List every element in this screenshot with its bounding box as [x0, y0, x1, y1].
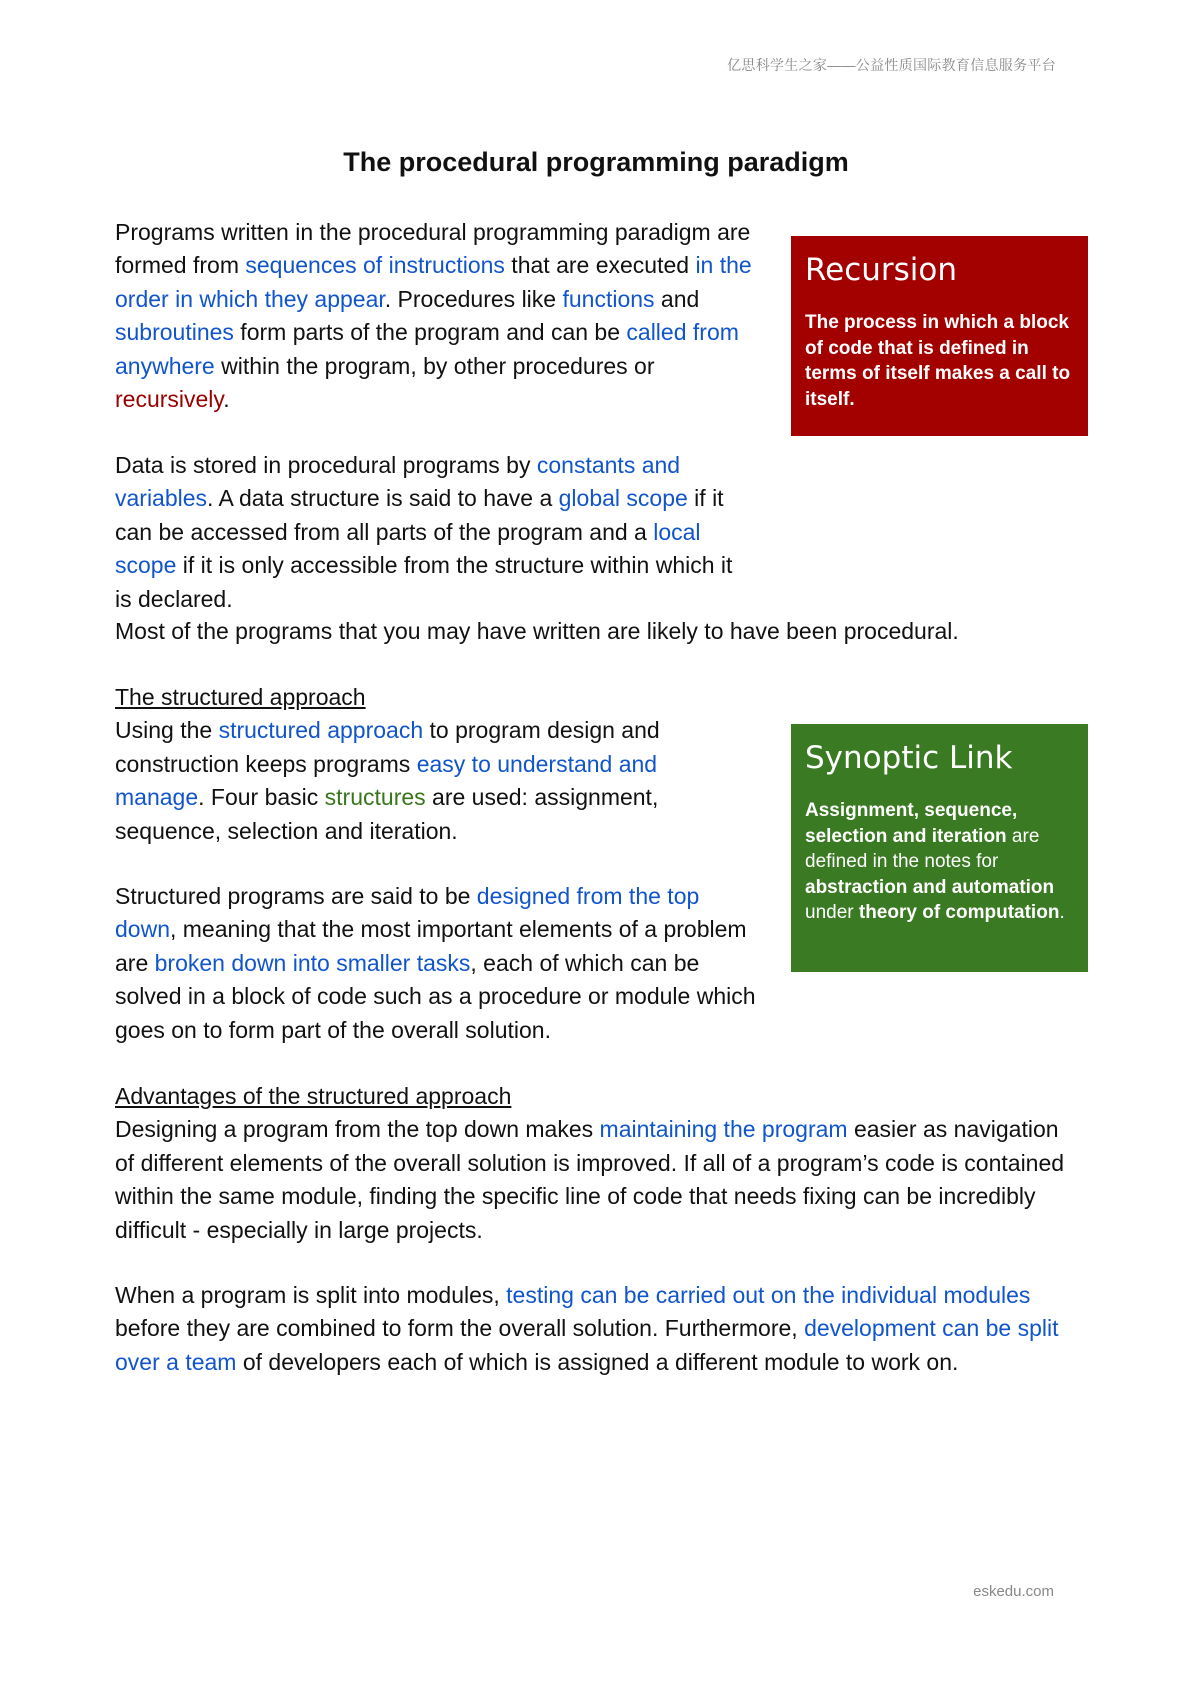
- header-note: 亿思科学生之家——公益性质国际教育信息服务平台: [727, 57, 1056, 73]
- text: easier as navigation of different elements of the overall solution is improved. If all of a program’s code is contained within the same module, finding the specific line of code that needs fixing can be incredibly difficult - especially in large projects.: [115, 1116, 1065, 1243]
- highlight-testing-modules: testing can be carried out on the individual modules: [506, 1282, 1031, 1308]
- footer-note: eskedu.com: [973, 1583, 1054, 1600]
- heading-structured-approach: The structured approach: [115, 684, 366, 710]
- text: , meaning that the most important elements of a problem are: [115, 916, 747, 976]
- text: under: [805, 902, 859, 923]
- heading-advantages: Advantages of the structured approach: [115, 1083, 512, 1109]
- text: Data is stored in procedural programs by: [115, 452, 537, 478]
- bold-text: abstraction and automation: [805, 876, 1055, 898]
- paragraph-procedural-note: Most of the programs that you may have written are likely to have been procedural.: [115, 618, 959, 644]
- recursion-box-body: The process in which a block of code that is defined in terms of itself makes a call to itself.: [805, 312, 1071, 410]
- text: of developers each of which is assigned a different module to work on.: [236, 1348, 959, 1375]
- text: Structured programs are said to be: [115, 883, 477, 909]
- text: . A data structure is said to have a: [207, 485, 559, 512]
- highlight-development-team: development can be split over a team: [115, 1315, 1059, 1375]
- text: form parts of the program and can be: [233, 319, 627, 346]
- highlight-subroutines: subroutines: [115, 319, 234, 346]
- paragraph-top-down: [115, 880, 765, 1047]
- highlight-global-scope: global scope: [558, 485, 688, 512]
- recursion-box: [791, 236, 1088, 436]
- text: to program design and construction keeps programs: [115, 717, 660, 777]
- highlight-order: in the order in which they appear: [115, 252, 752, 312]
- paragraph-data-storage: [115, 449, 755, 616]
- text: if it can be accessed from all parts of the program and a: [115, 485, 724, 545]
- highlight-called-from-anywhere: called from anywhere: [115, 319, 739, 379]
- highlight-functions: functions: [562, 285, 655, 312]
- text: before they are combined to form the overall solution. Furthermore,: [115, 1315, 805, 1342]
- section-advantages: [115, 1080, 1075, 1247]
- text: and: [654, 285, 700, 312]
- text: if it is only accessible from the structure within which it is declared.: [115, 552, 733, 612]
- text: When a program is split into modules,: [115, 1282, 507, 1308]
- highlight-recursively: recursively: [115, 386, 224, 413]
- section-structured-approach: [115, 681, 715, 848]
- highlight-structures: structures: [324, 784, 426, 811]
- highlight-constants-variables: constants and variables: [115, 452, 681, 512]
- text: Using the: [115, 717, 219, 744]
- synoptic-box-title: Synoptic Link: [805, 740, 1013, 776]
- text: within the program, by other procedures or: [214, 352, 655, 379]
- paragraph-modules: [115, 1279, 1100, 1379]
- highlight-local-scope: local scope: [115, 518, 701, 579]
- bold-text: Assignment, sequence, selection and iteration: [805, 800, 1018, 847]
- paragraph-procedural-intro: [115, 216, 775, 416]
- text: Designing a program from the top down makes: [115, 1116, 600, 1143]
- text: . Four basic: [198, 784, 325, 811]
- text: , each of which can be solved in a block of code such as a procedure or module which goes on to form part of the overall solution.: [115, 949, 756, 1043]
- text: .: [1059, 902, 1065, 923]
- synoptic-box-body: [805, 798, 1074, 926]
- highlight-broken-down: broken down into smaller tasks: [154, 949, 471, 976]
- highlight-structured-approach: structured approach: [218, 717, 424, 744]
- highlight-designed-top-down: designed from the top down: [115, 883, 700, 943]
- text: are defined in the notes for: [805, 825, 1040, 872]
- bold-text: theory of computation: [858, 902, 1060, 923]
- highlight-easy-to-understand: easy to understand and manage: [115, 750, 658, 811]
- highlight-maintaining: maintaining the program: [599, 1116, 848, 1143]
- text: . Procedures like: [384, 285, 563, 312]
- text: .: [223, 386, 230, 413]
- recursion-box-title: Recursion: [805, 252, 958, 288]
- highlight-sequences: sequences of instructions: [245, 252, 505, 279]
- page-title: The procedural programming paradigm: [343, 147, 849, 177]
- text: that are executed: [504, 252, 696, 279]
- text: are used: assignment, sequence, selection and iteration.: [115, 784, 659, 844]
- text: Programs written in the procedural programming paradigm are formed from: [115, 219, 751, 279]
- synoptic-link-box: [791, 724, 1088, 972]
